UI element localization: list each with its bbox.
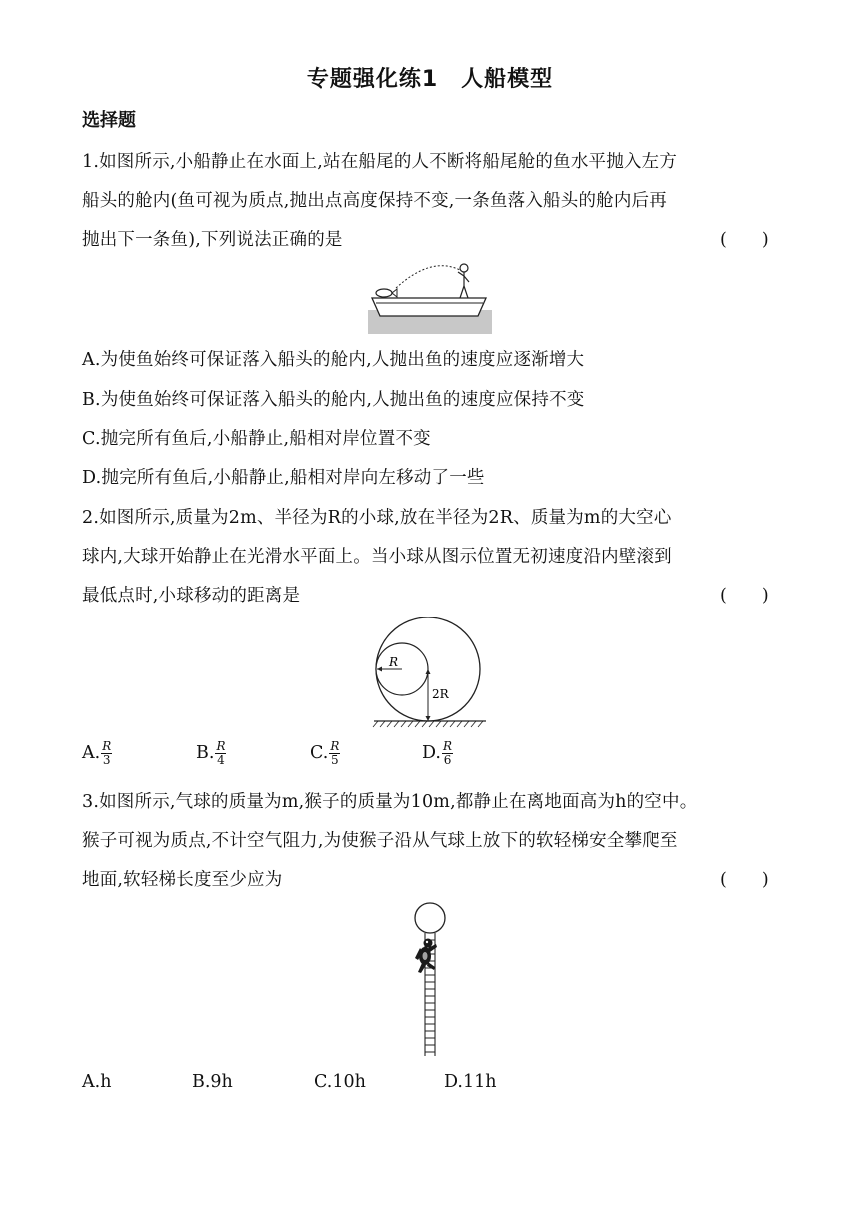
q2-option-c: C. $\frac{R}{5}$: [310, 739, 340, 767]
section-heading: 选择题: [82, 110, 136, 131]
q2-line-3: 最低点时,小球移动的距离是: [82, 586, 301, 606]
q3-option-d: D.11h: [444, 1072, 497, 1092]
ground-hatching: [373, 721, 483, 727]
q1-answer-blank: ( ): [720, 230, 769, 250]
q3-option-c: C.10h: [314, 1072, 366, 1092]
q2-answer-blank: ( ): [720, 586, 769, 606]
q1-line-2: 船头的舱内(鱼可视为质点,抛出点高度保持不变,一条鱼落入船头的舱内后再: [82, 191, 667, 211]
q1-option-b: B.为使鱼始终可保证落入船头的舱内,人抛出鱼的速度应保持不变: [82, 390, 585, 410]
page-title: 专题强化练1 人船模型: [306, 67, 554, 92]
q2-line-1: 2.如图所示,质量为2m、半径为R的小球,放在半径为2R、质量为m的大空心: [82, 508, 672, 528]
q3-option-a: A.h: [82, 1072, 112, 1092]
q3-line-3: 地面,软轻梯长度至少应为: [82, 870, 283, 890]
small-radius-label: R: [389, 655, 399, 669]
person-icon: [460, 264, 468, 272]
q1-option-d: D.抛完所有鱼后,小船静止,船相对岸向左移动了一些: [82, 468, 485, 488]
q1-option-a: A.为使鱼始终可保证落入船头的舱内,人抛出鱼的速度应逐渐增大: [82, 350, 585, 370]
balloon-icon: [415, 903, 445, 933]
trajectory-line: [396, 266, 460, 288]
sphere-figure: [370, 617, 490, 731]
q3-line-2: 猴子可视为质点,不计空气阻力,为使猴子沿从气球上放下的软轻梯安全攀爬至: [82, 831, 678, 851]
q2-option-a: A. $\frac{R}{3}$: [82, 739, 112, 767]
q2-option-d: D. $\frac{R}{6}$: [422, 739, 453, 767]
fish-icon: [376, 289, 392, 297]
q3-line-1: 3.如图所示,气球的质量为m,猴子的质量为10m,都静止在离地面高为h的空中。: [82, 792, 698, 812]
q3-option-b: B.9h: [192, 1072, 233, 1092]
balloon-monkey-figure: [406, 900, 452, 1060]
q2-option-b: B. $\frac{R}{4}$: [196, 739, 226, 767]
boat-figure: [366, 258, 494, 336]
q1-line-3: 抛出下一条鱼),下列说法正确的是: [82, 230, 343, 250]
q3-answer-blank: ( ): [720, 870, 769, 890]
big-radius-label: 2R: [432, 687, 449, 701]
q1-option-c: C.抛完所有鱼后,小船静止,船相对岸位置不变: [82, 429, 431, 449]
boat-hull: [372, 298, 486, 316]
q1-line-1: 1.如图所示,小船静止在水面上,站在船尾的人不断将船尾舱的鱼水平抛入左方: [82, 152, 678, 172]
q2-line-2: 球内,大球开始静止在光滑水平面上。当小球从图示位置无初速度沿内壁滚到: [82, 547, 672, 567]
